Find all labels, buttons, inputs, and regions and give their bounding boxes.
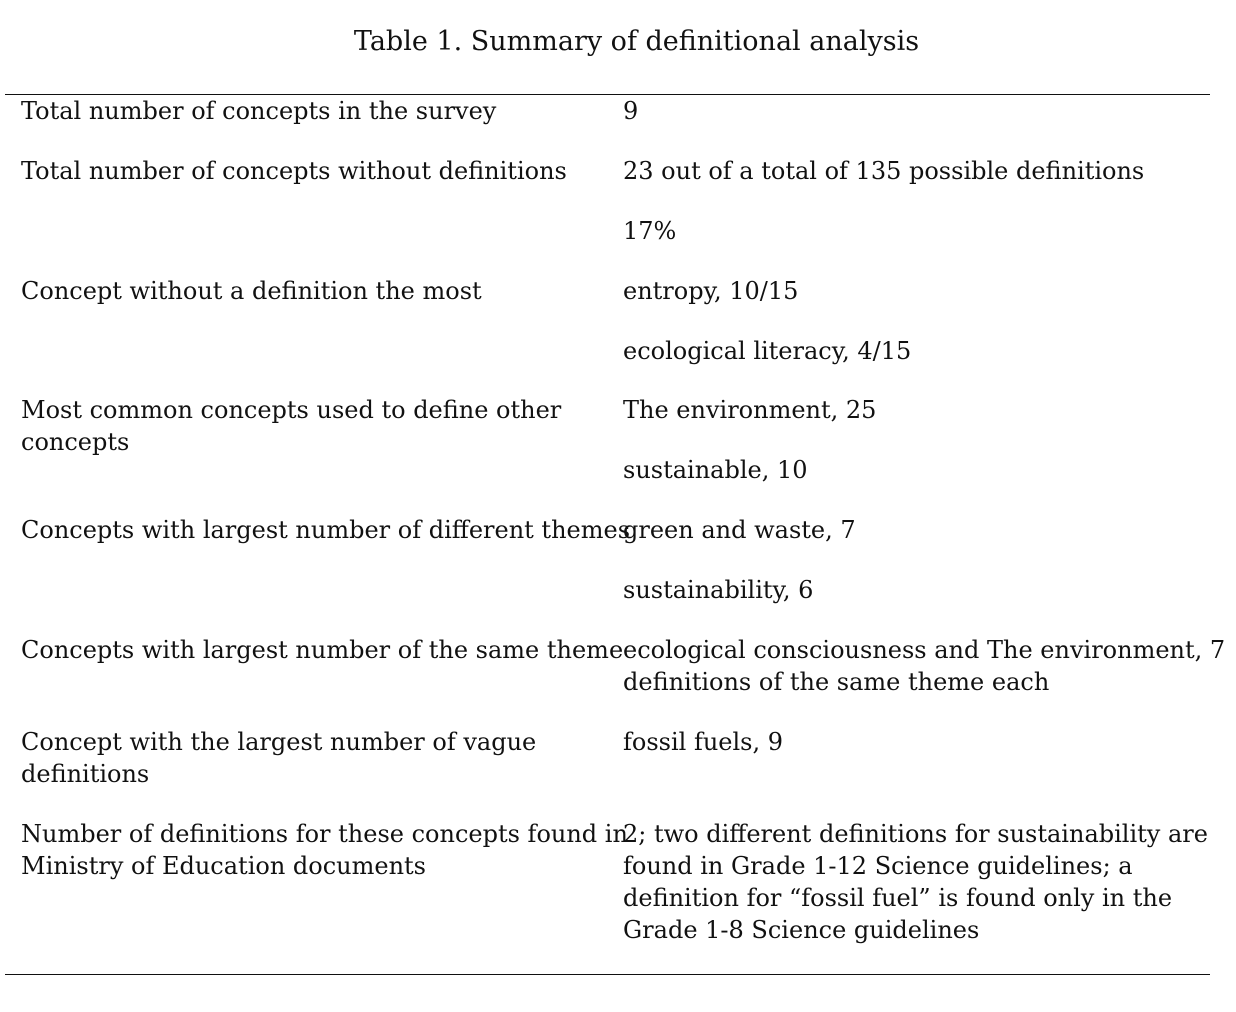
row-label: Concept without a definition the most <box>21 277 482 305</box>
row-value: definition for “fossil fuel” is found only in the <box>623 884 1173 912</box>
row-label: Concepts with largest number of different themes <box>21 516 631 544</box>
table-title: Table 1. Summary of definitional analysis <box>353 26 920 57</box>
row-value: 23 out of a total of 135 possible definitions <box>623 157 1145 185</box>
row-value: sustainability, 6 <box>623 576 814 604</box>
row-value: sustainable, 10 <box>623 456 808 484</box>
row-label: Total number of concepts in the survey <box>21 97 497 125</box>
row-label: definitions <box>21 760 150 788</box>
row-value: 9 <box>623 97 639 125</box>
row-label: Concept with the largest number of vague <box>21 728 537 756</box>
row-value: The environment, 25 <box>623 396 877 424</box>
row-value: ecological consciousness and The environment, 7 <box>623 636 1226 664</box>
row-value: 2; two different definitions for sustainability are <box>623 820 1208 848</box>
row-value: ecological literacy, 4/15 <box>623 337 912 365</box>
row-value: 17% <box>623 217 677 245</box>
row-value: definitions of the same theme each <box>623 668 1050 696</box>
row-label: Most common concepts used to define other <box>21 396 562 424</box>
row-value: found in Grade 1-12 Science guidelines; a <box>623 852 1133 880</box>
row-label: Concepts with largest number of the same theme <box>21 636 624 664</box>
row-label: Total number of concepts without definitions <box>21 157 567 185</box>
row-value: Grade 1-8 Science guidelines <box>623 916 980 944</box>
row-label: concepts <box>21 428 130 456</box>
row-label: Ministry of Education documents <box>21 852 426 880</box>
row-value: green and waste, 7 <box>623 516 856 544</box>
row-value: fossil fuels, 9 <box>623 728 784 756</box>
table-bottom-rule <box>5 974 1210 975</box>
row-value: entropy, 10/15 <box>623 277 799 305</box>
row-label: Number of definitions for these concepts found in <box>21 820 628 848</box>
